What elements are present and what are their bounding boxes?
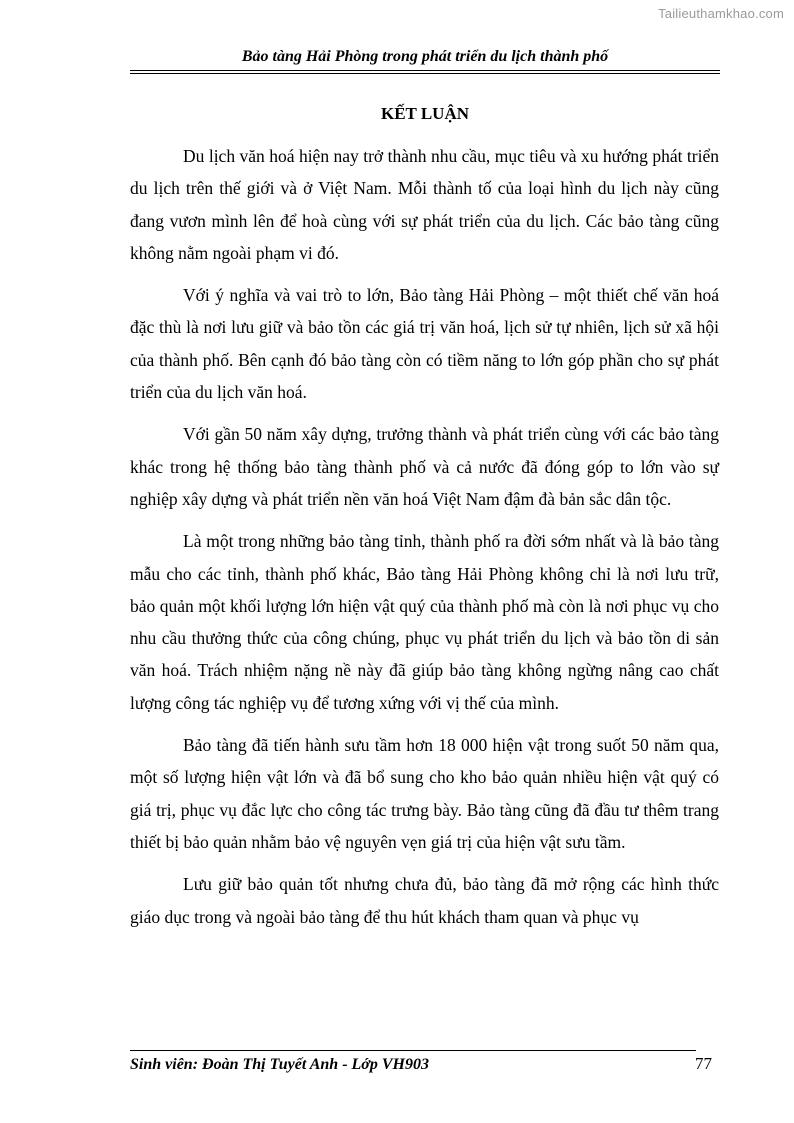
paragraph-6: Lưu giữ bảo quản tốt nhưng chưa đủ, bảo tàng đã mở rộng các hình thức giáo dục trong và ngoài bảo tàng để thu hút khách tham quan và phục vụ: [130, 874, 719, 927]
body-text: [130, 140, 719, 943]
paragraph-2: Với ý nghĩa và vai trò to lớn, Bảo tàng Hải Phòng – một thiết chế văn hoá đặc thù là nơi lưu giữ và bảo tồn các giá trị văn hoá, lịch sử tự nhiên, lịch sử xã hội của thành phố. Bên cạnh đó bảo tàng còn có tiềm năng to lớn góp phần cho sự phát triển của du lịch văn hoá.: [130, 285, 719, 403]
paragraph-3: Với gần 50 năm xây dựng, trưởng thành và phát triển cùng với các bảo tàng khác trong hệ thống bảo tàng thành phố và cả nước đã đóng góp to lớn vào sự nghiệp xây dựng và phát triển nền văn hoá Việt Nam đậm đà bản sắc dân tộc.: [130, 424, 719, 509]
header-rule-bottom: [130, 73, 720, 74]
paragraph-1: Du lịch văn hoá hiện nay trở thành nhu cầu, mục tiêu và xu hướng phát triển du lịch trên thế giới và ở Việt Nam. Mỗi thành tố của loại hình du lịch này cũng đang vươn mình lên để hoà cùng với sự phát triển của du lịch. Các bảo tàng cũng không nằm ngoài phạm vi đó.: [130, 146, 719, 263]
watermark-text: Tailieuthamkhao.com: [658, 6, 784, 21]
footer-rule: [130, 1050, 696, 1051]
paragraph-4: Là một trong những bảo tàng tỉnh, thành phố ra đời sớm nhất và là bảo tàng mẫu cho các tỉnh, thành phố khác, Bảo tàng Hải Phòng không chỉ là nơi lưu trữ, bảo quản một khối lượng lớn hiện vật quý của thành phố mà còn là nơi phục vụ cho nhu cầu thưởng thức của công chúng, phục vụ phát triển du lịch và bảo tồn di sản văn hoá. Trách nhiệm nặng nề này đã giúp bảo tàng không ngừng nâng cao chất lượng công tác nghiệp vụ để tương xứng với vị thế của mình.: [130, 531, 719, 713]
page-number: 77: [695, 1054, 712, 1073]
paragraph-5: Bảo tàng đã tiến hành sưu tầm hơn 18 000 hiện vật trong suốt 50 năm qua, một số lượng hiện vật lớn và đã bổ sung cho kho bảo quản nhiều hiện vật quý có giá trị, phục vụ đắc lực cho công tác trưng bày. Bảo tàng cũng đã đầu tư thêm trang thiết bị bảo quản nhằm bảo vệ nguyên vẹn giá trị của hiện vật sưu tầm.: [130, 735, 719, 852]
header-rule-top: [130, 70, 720, 71]
running-header: Bảo tàng Hải Phòng trong phát triển du lịch thành phố: [241, 48, 609, 65]
footer-author: Sinh viên: Đoàn Thị Tuyết Anh - Lớp VH903: [130, 1056, 429, 1073]
section-title: KẾT LUẬN: [380, 104, 469, 123]
